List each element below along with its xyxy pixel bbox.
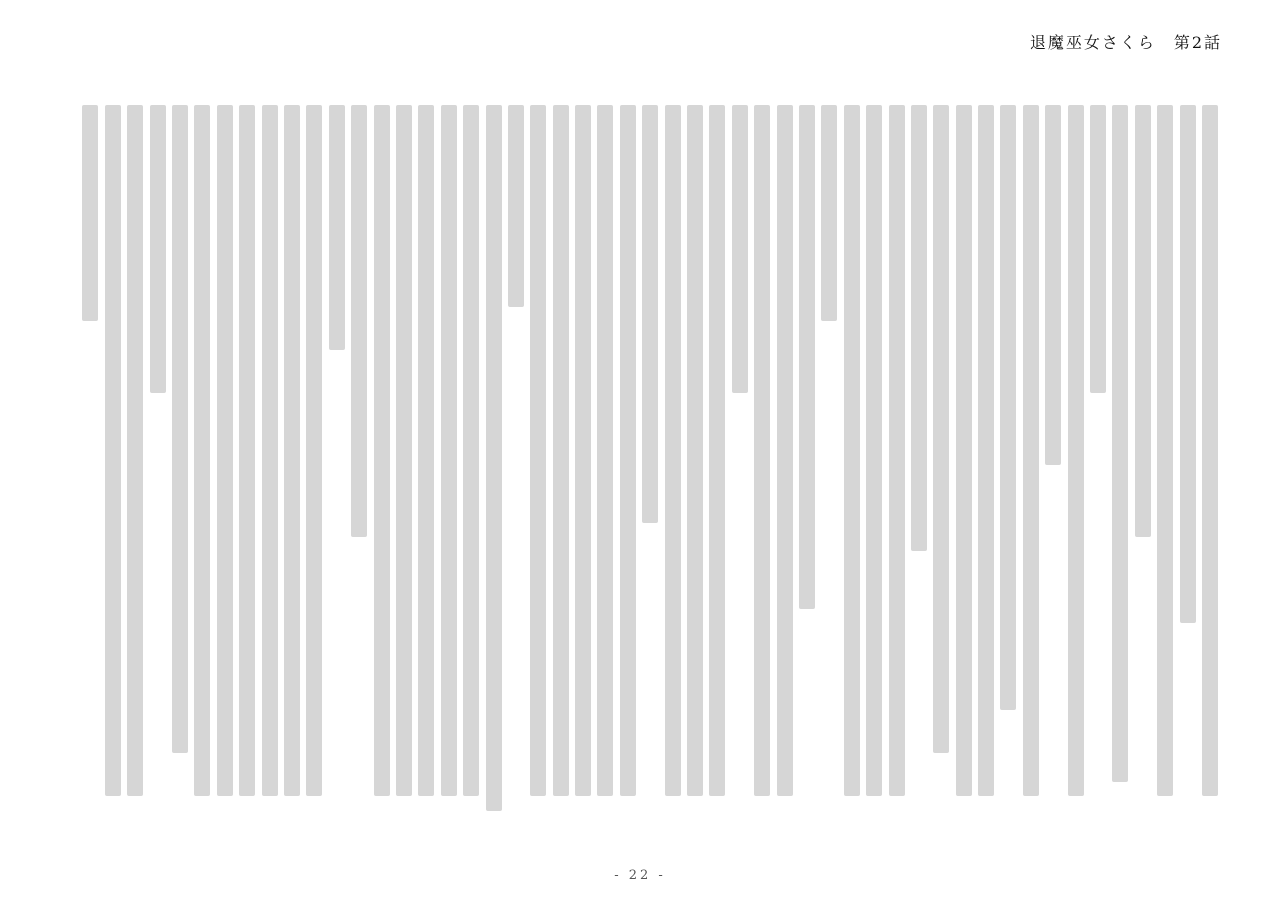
redacted-text-column (351, 105, 367, 537)
redacted-text-column (597, 105, 613, 796)
redacted-text-column (262, 105, 278, 796)
redacted-text-column (441, 105, 457, 796)
redacted-text-column (956, 105, 972, 796)
redacted-text-column (642, 105, 658, 523)
redacted-text-column (105, 105, 121, 796)
redacted-text-column (553, 105, 569, 796)
redacted-text-column (374, 105, 390, 796)
redacted-text-column (1000, 105, 1016, 710)
redacted-text-column (486, 105, 502, 811)
redacted-text-column (194, 105, 210, 796)
redacted-text-column (127, 105, 143, 796)
redacted-text-column (82, 105, 98, 321)
redacted-text-column (978, 105, 994, 796)
redacted-text-column (1068, 105, 1084, 796)
redacted-text-column (217, 105, 233, 796)
redacted-text-column (844, 105, 860, 796)
redacted-text-column (665, 105, 681, 796)
redacted-text-column (172, 105, 188, 753)
redacted-text-column (620, 105, 636, 796)
redacted-text-column (284, 105, 300, 796)
redacted-text-column (754, 105, 770, 796)
redacted-text-column (933, 105, 949, 753)
redacted-text-column (687, 105, 703, 796)
redacted-text-column (1112, 105, 1128, 782)
redacted-text-column (1045, 105, 1061, 465)
redacted-text-column (709, 105, 725, 796)
redacted-text-column (1135, 105, 1151, 537)
redacted-text-column (575, 105, 591, 796)
redacted-text-column (1090, 105, 1106, 393)
redacted-text-column (1180, 105, 1196, 623)
redacted-text-column (239, 105, 255, 796)
redacted-text-column (150, 105, 166, 393)
redacted-text-column (530, 105, 546, 796)
page-number: - 22 - (614, 868, 666, 883)
redacted-text-column (508, 105, 524, 307)
redacted-text-column (821, 105, 837, 321)
redacted-text-column (911, 105, 927, 551)
redacted-body-text (58, 105, 1218, 825)
redacted-text-column (329, 105, 345, 350)
redacted-text-column (1202, 105, 1218, 796)
redacted-text-column (463, 105, 479, 796)
redacted-text-column (799, 105, 815, 609)
redacted-text-column (418, 105, 434, 796)
running-header: 退魔巫女さくら 第2話 (1029, 33, 1222, 52)
redacted-text-column (1023, 105, 1039, 796)
redacted-text-column (866, 105, 882, 796)
redacted-text-column (889, 105, 905, 796)
redacted-text-column (777, 105, 793, 796)
redacted-text-column (396, 105, 412, 796)
redacted-text-column (732, 105, 748, 393)
redacted-text-column (1157, 105, 1173, 796)
redacted-text-column (306, 105, 322, 796)
